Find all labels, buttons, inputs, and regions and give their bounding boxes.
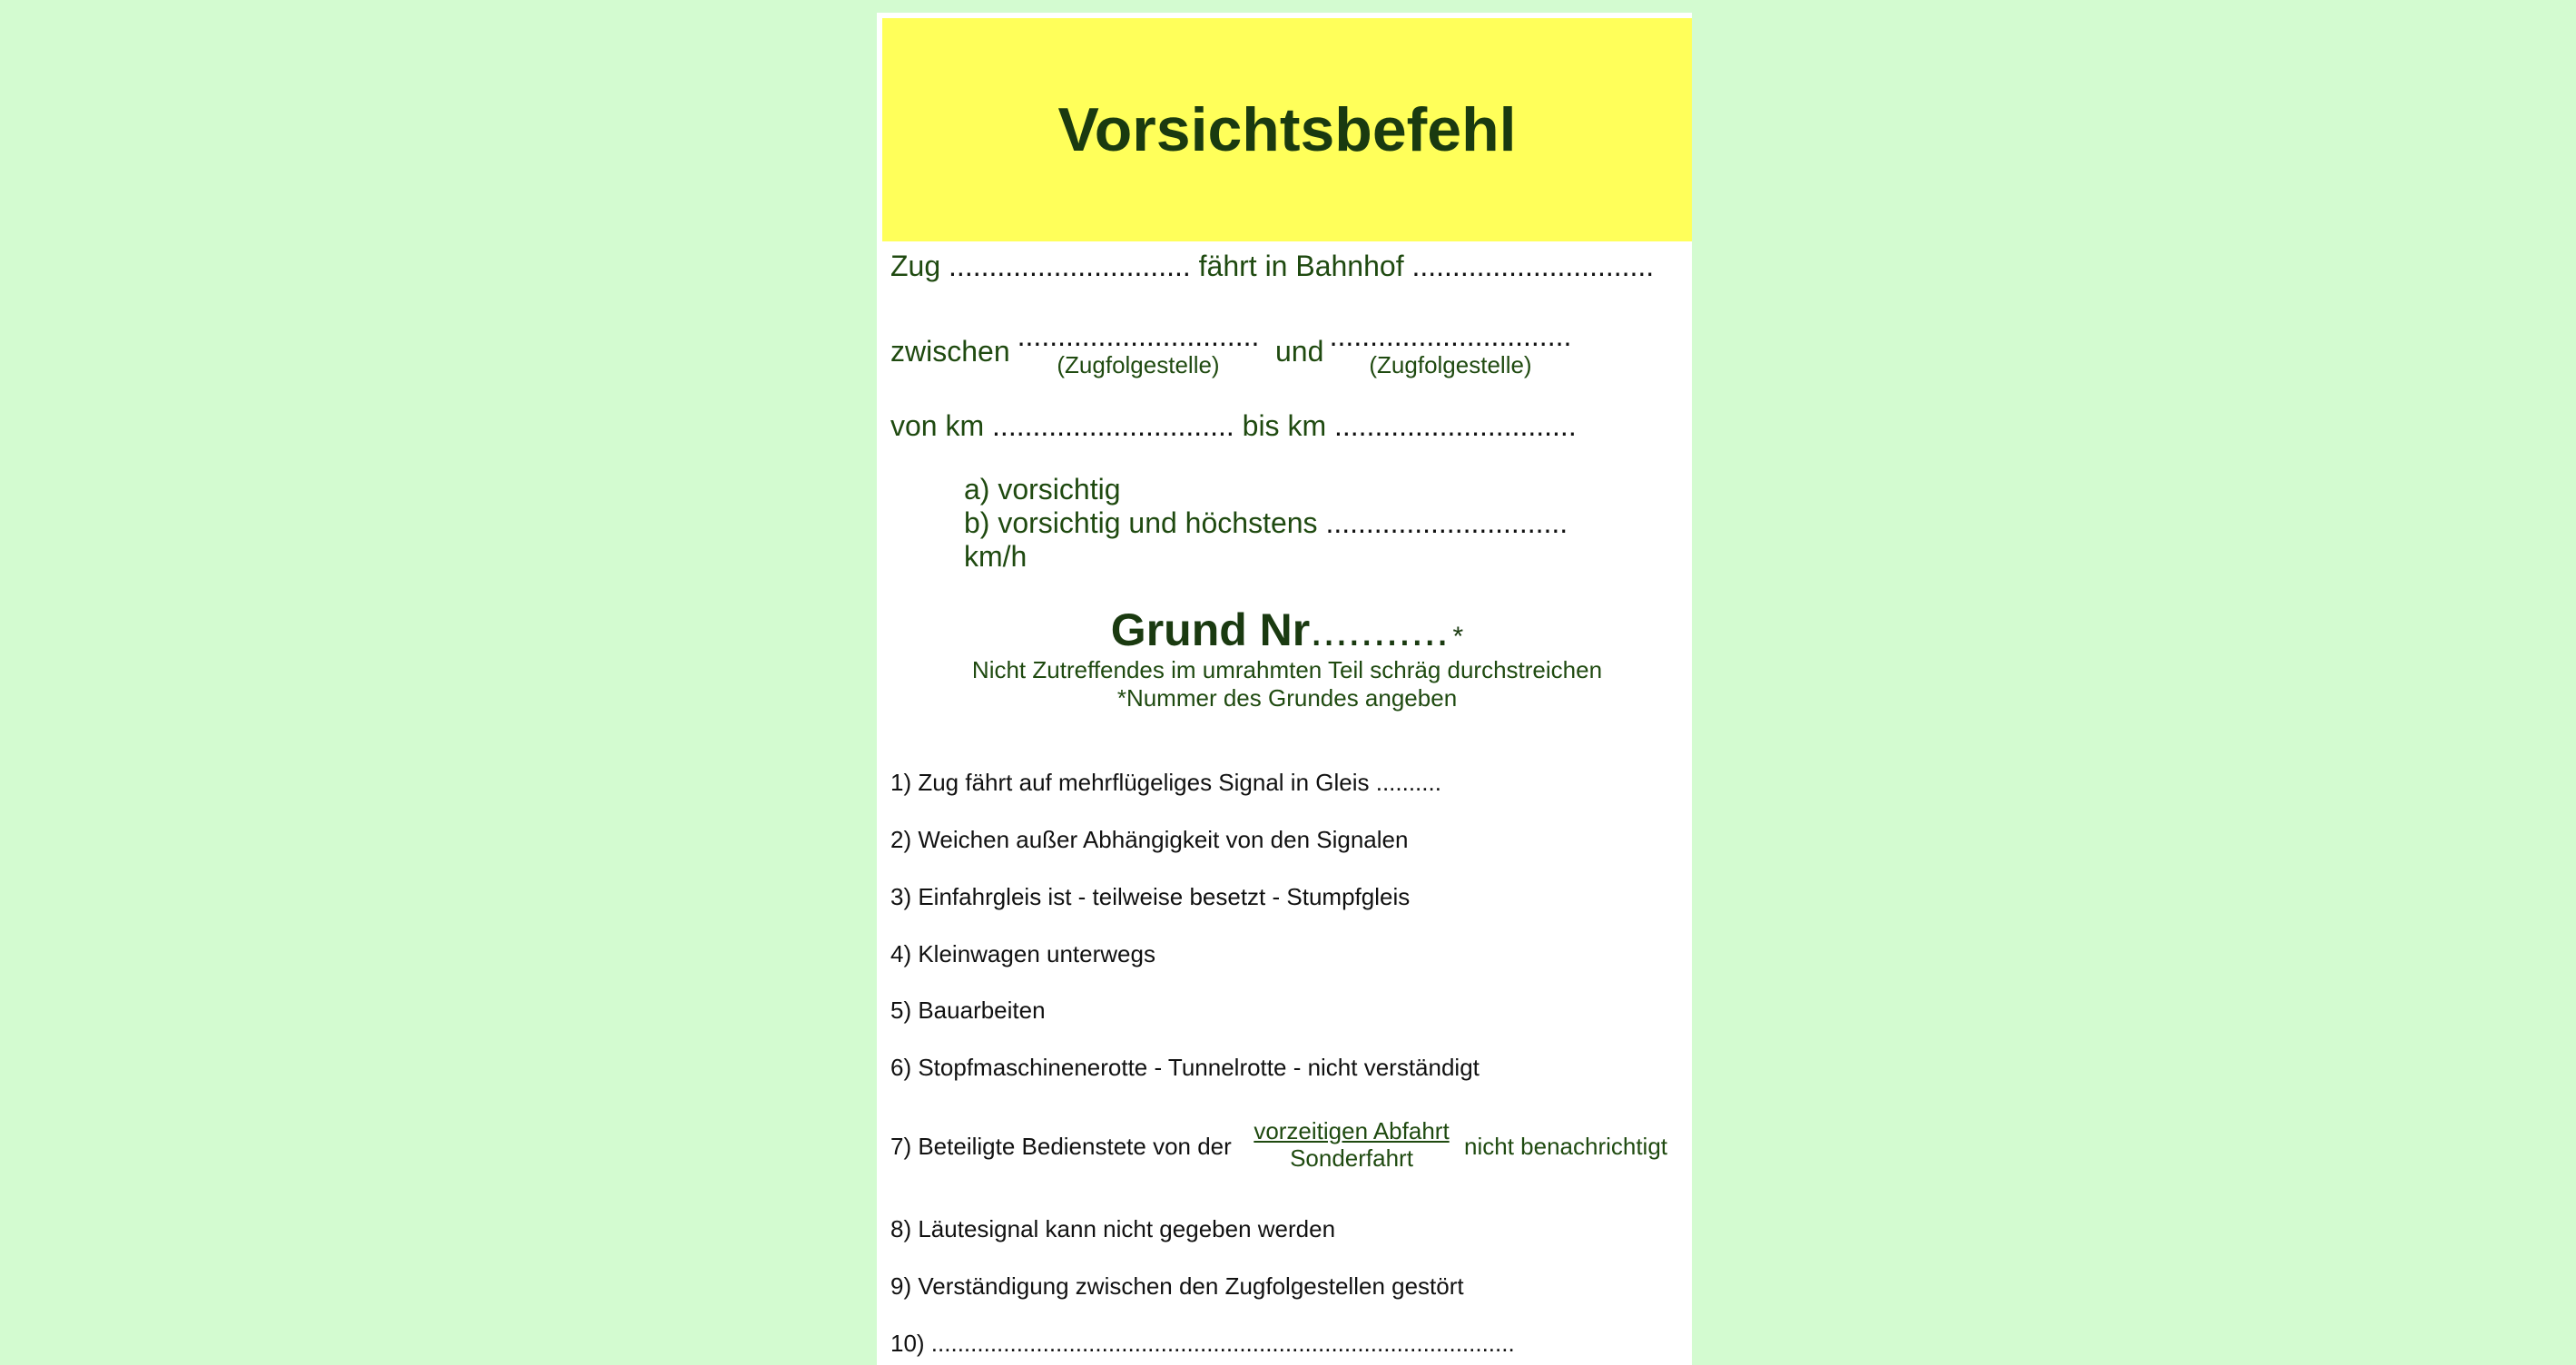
between-label: zwischen <box>890 335 1010 368</box>
from-station-group <box>1016 320 1261 378</box>
reason-4: 4) Kleinwagen unterwegs <box>890 940 1155 967</box>
reason-number-field[interactable]: ........... <box>1310 604 1450 655</box>
to-station-group <box>1328 320 1573 378</box>
strike-instruction: Nicht Zutreffendes im umrahmten Teil schräg durchstreichen <box>971 656 1603 683</box>
max-speed-field[interactable]: .............................. <box>1325 506 1568 539</box>
reason-10[interactable]: 10) ......................................................................................... <box>890 1330 1515 1357</box>
to-km-field[interactable]: .............................. <box>1333 409 1577 442</box>
reason-7-special-run: Sonderfahrt <box>1290 1144 1413 1172</box>
reason-8: 8) Läutesignal kann nicht gegeben werden <box>890 1215 1336 1242</box>
from-station-caption: (Zugfolgestelle) <box>1057 351 1220 378</box>
reason-5: 5) Bauarbeiten <box>890 997 1046 1024</box>
reason-7-suffix: nicht benachrichtigt <box>1464 1133 1668 1160</box>
reason-instruction: *Nummer des Grundes angeben <box>1116 684 1458 712</box>
reason-1: 1) Zug fährt auf mehrflügeliges Signal in Gleis .......... <box>890 769 1441 796</box>
form-header <box>882 18 1692 241</box>
reason-number-label: Grund Nr <box>1110 604 1311 655</box>
station-field[interactable]: .............................. <box>1411 250 1655 282</box>
train-station-row <box>890 250 1654 283</box>
option-b <box>964 506 1617 574</box>
form-title: Vorsichtsbefehl <box>1057 95 1517 164</box>
from-km-field[interactable]: .............................. <box>992 409 1234 442</box>
km-range-row <box>890 409 1577 443</box>
reason-7-choice <box>1246 1117 1457 1172</box>
from-station-field[interactable]: .............................. <box>1017 319 1260 352</box>
train-label: Zug <box>890 250 941 282</box>
reason-2: 2) Weichen außer Abhängigkeit von den Signalen <box>890 826 1409 853</box>
order-form <box>877 13 1692 1365</box>
option-b-label: b) vorsichtig und höchstens <box>964 506 1318 539</box>
to-station-field[interactable]: .............................. <box>1329 319 1572 352</box>
and-label: und <box>1275 335 1324 368</box>
reason-7-prefix: 7) Beteiligte Bedienstete von der <box>890 1133 1232 1160</box>
reason-number <box>880 604 1695 656</box>
to-km-label: bis km <box>1242 409 1327 442</box>
reason-3: 3) Einfahrgleis ist - teilweise besetzt - Stumpfgleis <box>890 883 1411 910</box>
train-number-field[interactable]: .............................. <box>949 250 1191 282</box>
from-km-label: von km <box>890 409 985 442</box>
reason-star: * <box>1452 622 1464 652</box>
station-label: fährt in Bahnhof <box>1198 250 1404 282</box>
reason-7-early-departure: vorzeitigen Abfahrt <box>1254 1117 1450 1144</box>
speed-unit: km/h <box>964 540 1027 573</box>
speed-options <box>964 473 1617 574</box>
option-a: a) vorsichtig <box>964 473 1121 506</box>
to-station-caption: (Zugfolgestelle) <box>1369 351 1532 378</box>
reason-6: 6) Stopfmaschinenerotte - Tunnelrotte - nicht verständigt <box>890 1054 1480 1081</box>
reason-9: 9) Verständigung zwischen den Zugfolgestellen gestört <box>890 1272 1464 1300</box>
